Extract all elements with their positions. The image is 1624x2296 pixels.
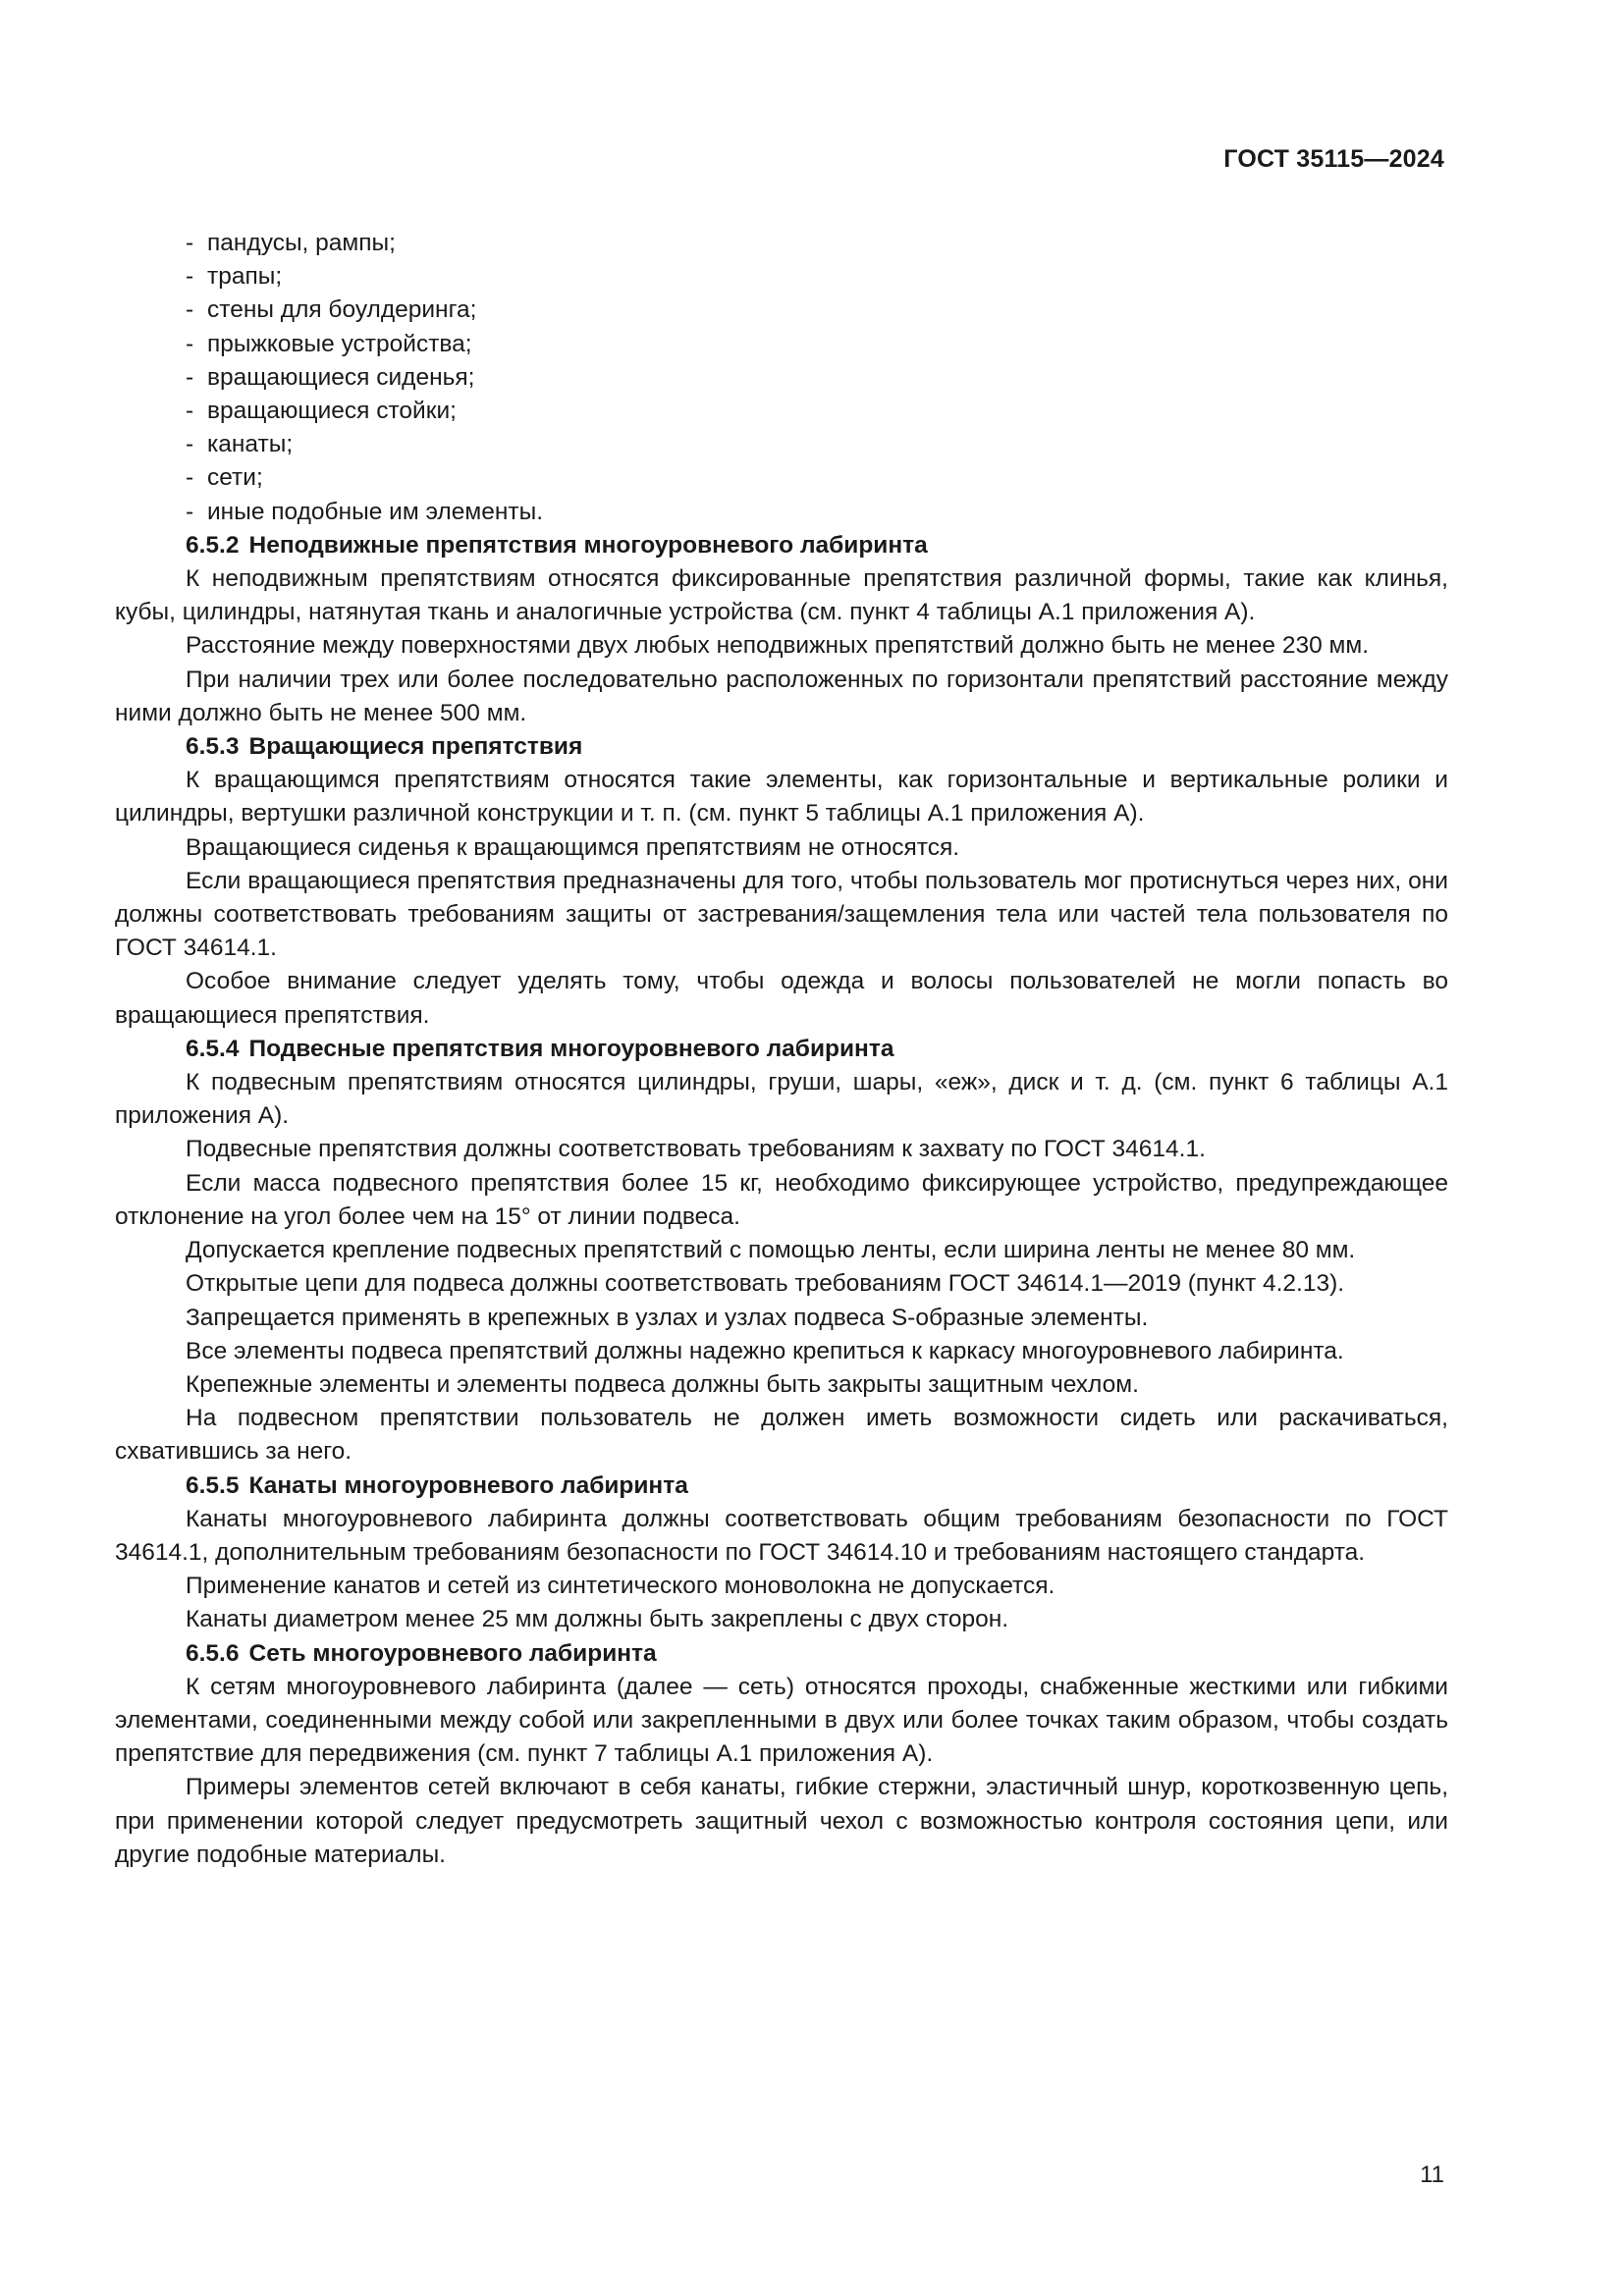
- list-marker: -: [186, 330, 194, 357]
- section-title: Вращающиеся препятствия: [248, 733, 583, 761]
- page-number: 11: [1420, 2162, 1444, 2188]
- list-marker: -: [186, 464, 194, 492]
- list-item: - канаты;: [115, 428, 1448, 461]
- section-6-5-2: [115, 529, 1448, 730]
- paragraph: Подвесные препятствия должны соответствовать требованиям к захвату по ГОСТ 34614.1.: [186, 1136, 1206, 1163]
- section-heading: [115, 1033, 1448, 1066]
- section-title: Неподвижные препятствия многоуровневого лабиринта: [248, 531, 928, 559]
- paragraph: При наличии трех или более последовательно расположенных по горизонтали препятствий расстояние между ними должно быть не менее 500 мм.: [115, 666, 1448, 726]
- paragraph: Крепежные элементы и элементы подвеса должны быть закрыты защитным чехлом.: [186, 1370, 1139, 1398]
- list-marker: -: [186, 363, 194, 391]
- paragraph: К подвесным препятствиям относятся цилиндры, груши, шары, «еж», диск и т. д. (см. пункт 6 таблицы А.1 приложения А).: [115, 1069, 1448, 1130]
- list-marker: -: [186, 263, 194, 291]
- list-marker: -: [186, 296, 194, 324]
- list-item: - трапы;: [115, 260, 1448, 294]
- paragraph: Примеры элементов сетей включают в себя канаты, гибкие стержни, эластичный шнур, короткозвенную цепь, при применении которой следует предусмотреть защитный чехол с возможностью контроля состояния цепи, или другие подобные материалы.: [115, 1774, 1448, 1868]
- document-header: ГОСТ 35115—2024: [1223, 145, 1444, 173]
- list-marker: -: [186, 431, 194, 458]
- paragraph: Канаты многоуровневого лабиринта должны соответствовать общим требованиям безопасности по ГОСТ 34614.1, дополнительным требованиям безопасности по ГОСТ 34614.10 и требованиям настоящего стандарта.: [115, 1505, 1448, 1566]
- list-item: - пандусы, рампы;: [115, 227, 1448, 260]
- section-6-5-4: [115, 1033, 1448, 1469]
- paragraph: К вращающимся препятствиям относятся такие элементы, как горизонтальные и вертикальные ролики и цилиндры, вертушки различной конструкции и т. п. (см. пункт 5 таблицы А.1 приложения А).: [115, 767, 1448, 828]
- paragraph: Если вращающиеся препятствия предназначены для того, чтобы пользователь мог протиснуться через них, они должны соответствовать требованиям защиты от застревания/защемления тела или частей тела пользователя по ГОСТ 34614.1.: [115, 867, 1448, 962]
- section-6-5-6: [115, 1637, 1448, 1872]
- section-heading: [115, 1637, 1448, 1671]
- section-heading: [115, 529, 1448, 562]
- list-marker: -: [186, 230, 194, 256]
- section-heading: [115, 730, 1448, 764]
- section-6-5-3: [115, 730, 1448, 1033]
- list-item: - сети;: [115, 461, 1448, 495]
- paragraph: Канаты диаметром менее 25 мм должны быть закреплены с двух сторон.: [186, 1606, 1009, 1633]
- section-6-5-5: [115, 1469, 1448, 1637]
- paragraph: Если масса подвесного препятствия более 15 кг, необходимо фиксирующее устройство, предупреждающее отклонение на угол более чем на 15° от линии подвеса.: [115, 1169, 1448, 1230]
- obstacle-list: [115, 227, 1448, 529]
- paragraph: На подвесном препятствии пользователь не должен иметь возможности сидеть или раскачиваться, схватившись за него.: [115, 1405, 1448, 1466]
- section-title: Подвесные препятствия многоуровневого лабиринта: [248, 1035, 894, 1062]
- list-item: - вращающиеся сиденья;: [115, 361, 1448, 395]
- section-number: 6.5.2: [186, 531, 240, 559]
- paragraph: Запрещается применять в крепежных в узлах и узлах подвеса S-образные элементы.: [186, 1304, 1149, 1331]
- paragraph: Применение канатов и сетей из синтетического моноволокна не допускается.: [186, 1573, 1056, 1600]
- list-item: - вращающиеся стойки;: [115, 395, 1448, 428]
- section-title: Сеть многоуровневого лабиринта: [248, 1639, 657, 1667]
- list-marker: -: [186, 398, 194, 425]
- section-number: 6.5.3: [186, 733, 240, 761]
- section-title: Канаты многоуровневого лабиринта: [248, 1471, 688, 1499]
- paragraph: Расстояние между поверхностями двух любых неподвижных препятствий должно быть не менее 230 мм.: [186, 632, 1370, 660]
- document-body: [115, 227, 1448, 1872]
- list-marker: -: [186, 498, 194, 525]
- paragraph: Особое внимание следует уделять тому, чтобы одежда и волосы пользователей не могли попасть во вращающиеся препятствия.: [115, 968, 1448, 1029]
- section-number: 6.5.6: [186, 1639, 240, 1667]
- paragraph: Вращающиеся сиденья к вращающимся препятствиям не относятся.: [186, 833, 960, 861]
- section-heading: [115, 1469, 1448, 1503]
- section-number: 6.5.4: [186, 1035, 240, 1062]
- list-item: - прыжковые устройства;: [115, 328, 1448, 361]
- paragraph: Допускается крепление подвесных препятствий с помощью ленты, если ширина ленты не менее 80 мм.: [186, 1237, 1356, 1264]
- paragraph: Открытые цепи для подвеса должны соответствовать требованиям ГОСТ 34614.1—2019 (пункт 4.2.13).: [186, 1270, 1345, 1298]
- paragraph: К сетям многоуровневого лабиринта (далее — сеть) относятся проходы, снабженные жесткими или гибкими элементами, соединенными между собой или закрепленными в двух или более точках таким образом, чтобы создать препятствие для передвижения (см. пункт 7 таблицы А.1 приложения А).: [115, 1673, 1448, 1768]
- section-number: 6.5.5: [186, 1471, 240, 1499]
- list-item: - стены для боулдеринга;: [115, 294, 1448, 327]
- paragraph: Все элементы подвеса препятствий должны надежно крепиться к каркасу многоуровневого лабиринта.: [186, 1337, 1344, 1364]
- list-item: - иные подобные им элементы.: [115, 496, 1448, 529]
- paragraph: К неподвижным препятствиям относятся фиксированные препятствия различной формы, такие как клинья, кубы, цилиндры, натянутая ткань и аналогичные устройства (см. пункт 4 таблицы А.1 приложения А).: [115, 565, 1448, 626]
